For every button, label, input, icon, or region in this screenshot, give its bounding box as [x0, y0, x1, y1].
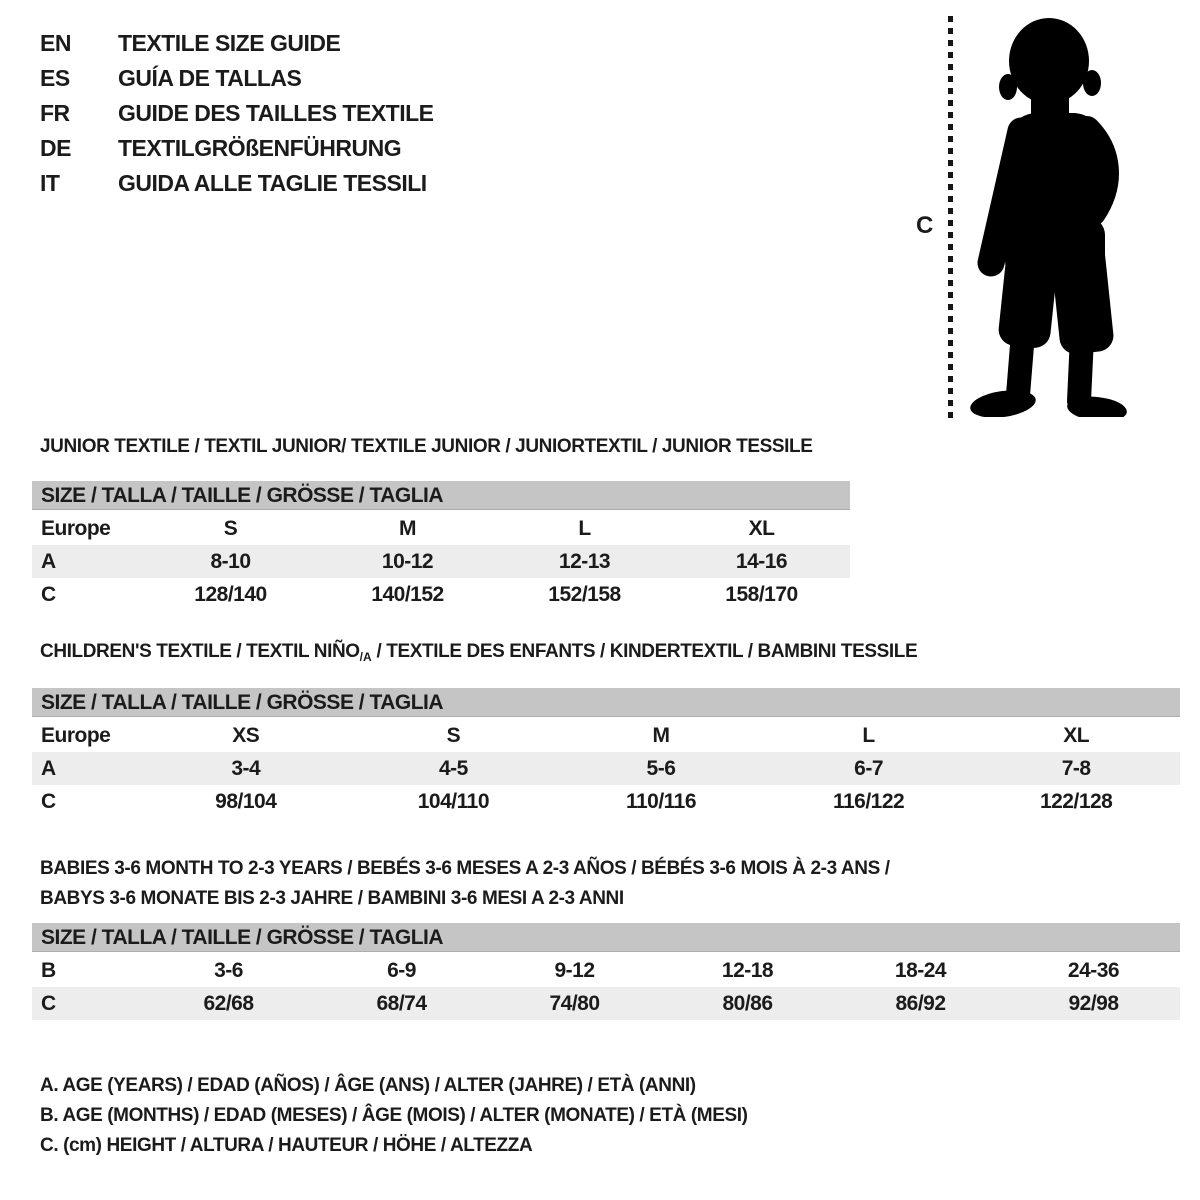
table-cell: 10-12 — [381, 549, 434, 573]
title-text: BABYS 3-6 MONATE BIS 2-3 JAHRE / BAMBINI 3-6 MESI A 2-3 ANNI — [40, 888, 624, 909]
table-cell: 110/116 — [625, 789, 697, 813]
junior-section-title — [40, 432, 813, 462]
table-cell: 74/80 — [549, 991, 600, 1015]
language-title: TEXTILGRÖßENFÜHRUNG — [118, 135, 402, 161]
section-title-line — [40, 432, 813, 462]
table-row — [32, 578, 850, 611]
title-text: / TEXTILE DES ENFANTS / KINDERTEXTIL / BAMBINI TESSILE — [371, 641, 918, 662]
table-cell: 80/86 — [722, 991, 773, 1015]
table-cell: S — [446, 723, 461, 747]
table-cell: 14-16 — [735, 549, 788, 573]
table-cell: XL — [748, 516, 775, 540]
table-cell: 9-12 — [554, 958, 595, 982]
legend-line: C. (cm) HEIGHT / ALTURA / HAUTEUR / HÖHE / ALTEZZA — [40, 1135, 533, 1156]
table-cell: 86/92 — [895, 991, 946, 1015]
language-title: GUÍA DE TALLAS — [118, 65, 302, 91]
language-item — [40, 61, 434, 96]
table-size-header: SIZE / TALLA / TAILLE / GRÖSSE / TAGLIA — [32, 481, 850, 510]
table-row — [32, 752, 1180, 785]
row-label: C — [41, 582, 56, 606]
table-cell: L — [578, 516, 591, 540]
title-text: BABIES 3-6 MONTH TO 2-3 YEARS / BEBÉS 3-6 MESES A 2-3 AÑOS / BÉBÉS 3-6 MOIS À 2-3 ANS / — [40, 858, 890, 879]
language-title: GUIDE DES TAILLES TEXTILE — [118, 100, 434, 126]
children-size-table — [32, 688, 1180, 818]
table-cell: 128/140 — [194, 582, 267, 606]
title-text: JUNIOR TEXTILE / TEXTIL JUNIOR/ TEXTILE JUNIOR / JUNIORTEXTIL / JUNIOR TESSILE — [40, 436, 813, 457]
children-section-title — [40, 637, 917, 672]
table-cell: 24-36 — [1067, 958, 1120, 982]
title-text: CHILDREN'S TEXTILE / TEXTIL NIÑO — [40, 641, 360, 662]
table-row — [32, 512, 850, 545]
title-subscript: /A — [359, 650, 372, 664]
row-label: B — [41, 958, 56, 982]
table-cell: 3-6 — [214, 958, 243, 982]
table-cell: 3-4 — [231, 756, 261, 780]
junior-size-table — [32, 481, 850, 611]
legend — [40, 1071, 748, 1161]
language-code: IT — [40, 170, 60, 196]
row-label: Europe — [41, 723, 111, 747]
language-item — [40, 96, 434, 131]
row-label: A — [41, 756, 56, 780]
language-code: EN — [40, 30, 71, 56]
legend-line: B. AGE (MONTHS) / EDAD (MESES) / ÂGE (MOIS) / ALTER (MONATE) / ETÀ (MESI) — [40, 1105, 748, 1126]
row-label: A — [41, 549, 56, 573]
language-item — [40, 166, 434, 201]
table-row — [32, 954, 1180, 987]
table-cell: 116/122 — [832, 789, 905, 813]
table-cell: M — [652, 723, 670, 747]
legend-line: A. AGE (YEARS) / EDAD (AÑOS) / ÂGE (ANS) / ALTER (JAHRE) / ETÀ (ANNI) — [40, 1075, 696, 1096]
language-item — [40, 131, 434, 166]
table-cell: 152/158 — [548, 582, 621, 606]
row-label: C — [41, 991, 56, 1015]
table-cell: 92/98 — [1068, 991, 1119, 1015]
section-title-line — [40, 854, 890, 884]
table-cell: L — [862, 723, 875, 747]
row-label: Europe — [41, 516, 111, 540]
language-title: TEXTILE SIZE GUIDE — [118, 30, 341, 56]
table-cell: 18-24 — [894, 958, 947, 982]
table-row — [32, 785, 1180, 818]
table-cell: 122/128 — [1039, 789, 1113, 813]
table-cell: 62/68 — [203, 991, 254, 1015]
table-cell: 12-13 — [558, 549, 611, 573]
language-code: FR — [40, 100, 70, 126]
table-cell: 140/152 — [371, 582, 444, 606]
table-cell: 158/170 — [725, 582, 798, 606]
section-title-line — [40, 637, 917, 672]
table-cell: 6-7 — [854, 756, 883, 780]
table-size-header: SIZE / TALLA / TAILLE / GRÖSSE / TAGLIA — [32, 923, 1180, 952]
table-cell: 7-8 — [1061, 756, 1091, 780]
table-cell: 6-9 — [387, 958, 416, 982]
table-cell: 8-10 — [210, 549, 251, 573]
language-title: GUIDA ALLE TAGLIE TESSILI — [118, 170, 427, 196]
toddler-silhouette-icon — [963, 17, 1135, 417]
language-item — [40, 26, 434, 61]
section-title-line — [40, 884, 890, 914]
table-cell: 68/74 — [376, 991, 427, 1015]
table-cell: S — [223, 516, 238, 540]
table-cell: XS — [232, 723, 260, 747]
table-cell: 5-6 — [646, 756, 676, 780]
height-measure-dashed-line — [948, 16, 953, 418]
table-cell: XL — [1063, 723, 1090, 747]
table-row — [32, 545, 850, 578]
language-list — [40, 26, 434, 201]
row-label: C — [41, 789, 56, 813]
table-size-header: SIZE / TALLA / TAILLE / GRÖSSE / TAGLIA — [32, 688, 1180, 717]
babies-size-table — [32, 923, 1180, 1020]
table-cell: 98/104 — [215, 789, 277, 813]
table-cell: 104/110 — [417, 789, 490, 813]
table-cell: M — [399, 516, 416, 540]
table-row — [32, 987, 1180, 1020]
language-code: ES — [40, 65, 70, 91]
table-cell: 4-5 — [438, 756, 468, 780]
table-row — [32, 719, 1180, 752]
language-code: DE — [40, 135, 71, 161]
height-measure-label: C — [916, 212, 933, 239]
table-cell: 12-18 — [721, 958, 774, 982]
babies-section-title — [40, 854, 890, 914]
